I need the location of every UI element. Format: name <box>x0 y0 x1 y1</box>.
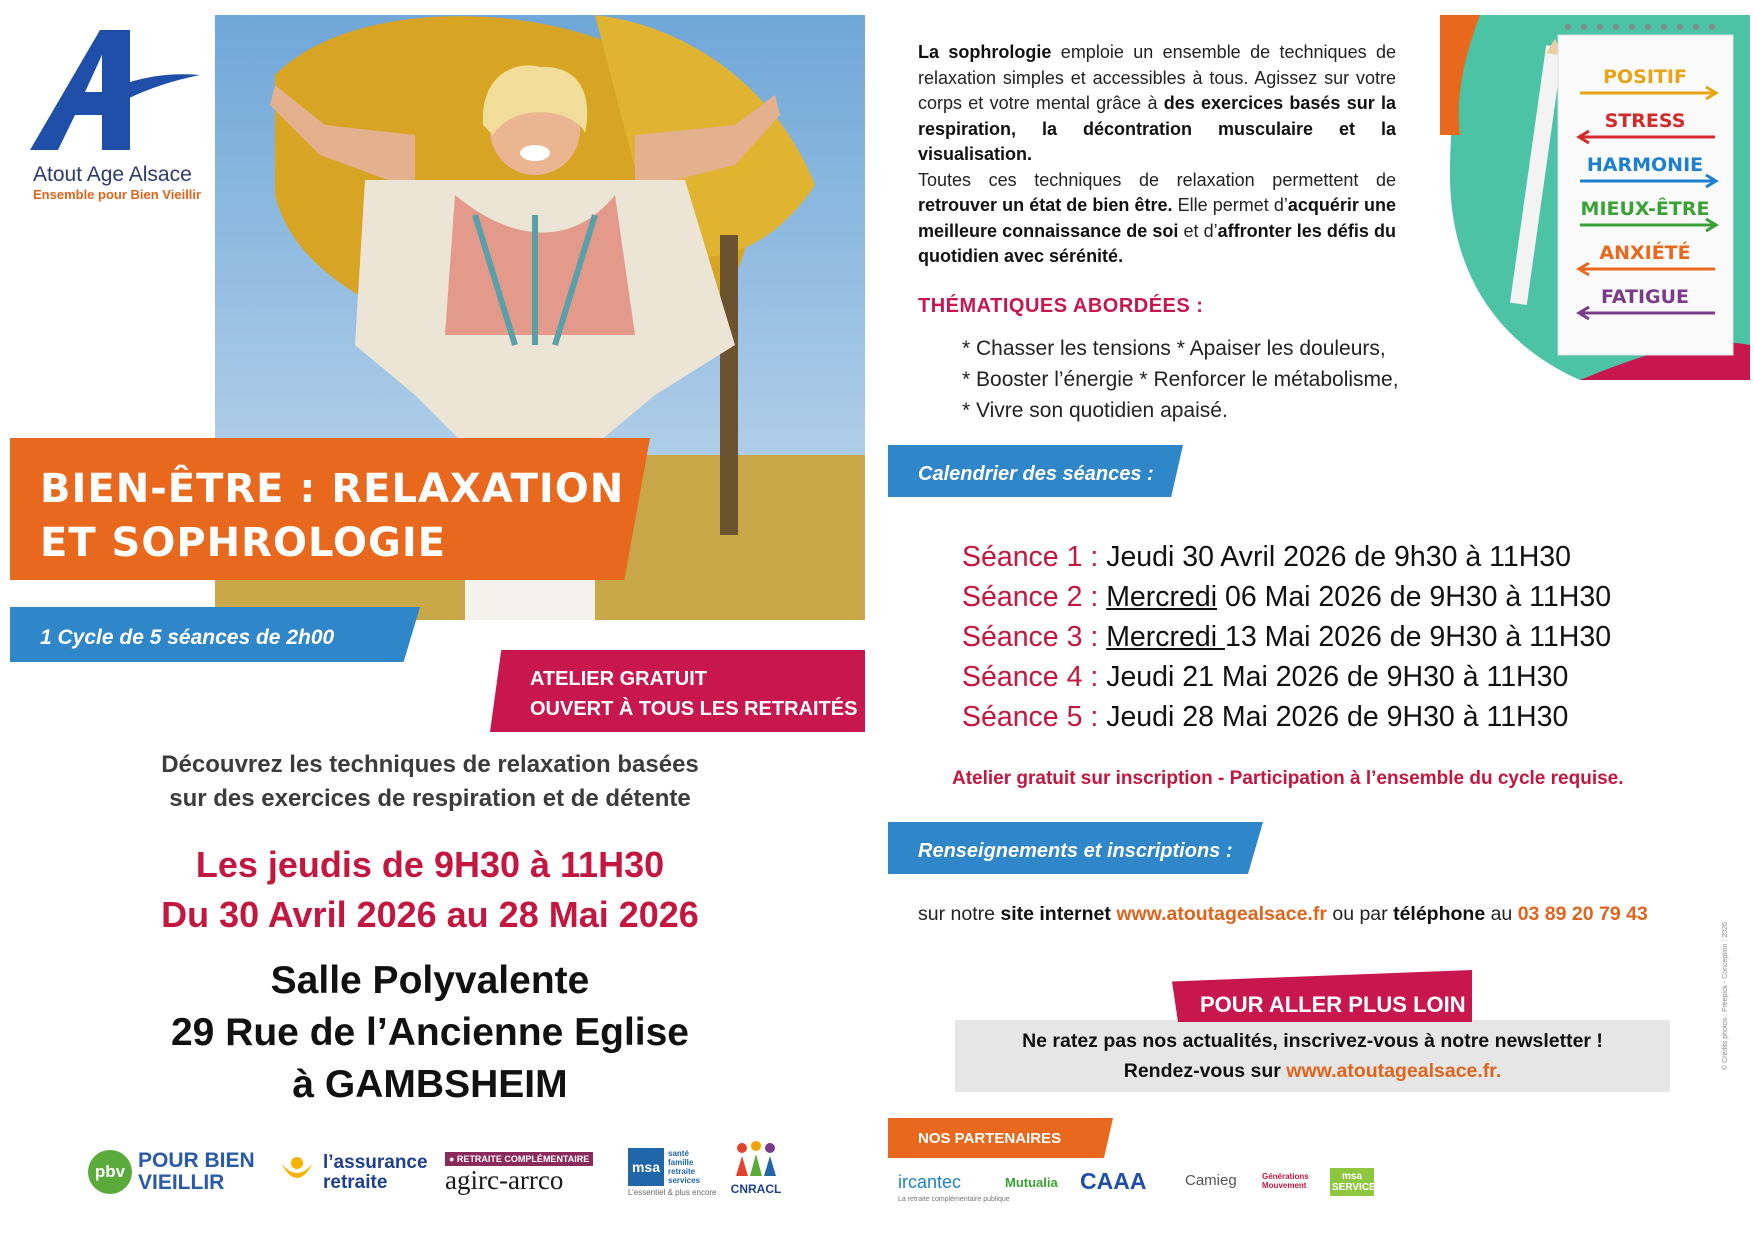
cnracl-logo <box>730 1140 782 1196</box>
discover-line-2: sur des exercices de respiration et de détente <box>169 785 691 812</box>
notebook-word: MIEUX-ÊTRE <box>1580 198 1710 220</box>
session-label: Séance 4 : <box>962 661 1099 693</box>
venue-address <box>90 955 770 1111</box>
schedule-summary <box>90 840 770 940</box>
msa-foot: L’essentiel & plus encore <box>628 1188 717 1197</box>
notebook-word: STRESS <box>1604 110 1686 132</box>
session-day: Mercredi <box>1106 581 1218 613</box>
session-day: Mercredi <box>1106 621 1225 653</box>
themes-heading: THÉMATIQUES ABORDÉES : <box>918 295 1204 317</box>
gratuit-line-1: ATELIER GRATUIT <box>530 668 708 690</box>
where-line-1: Salle Polyvalente <box>270 959 590 1002</box>
photo-credit: © Crédits photos : Freepick - Conception : 2026 <box>1722 922 1729 1070</box>
contact-text-3: au <box>1485 903 1518 925</box>
contact-text-2: ou par <box>1326 903 1394 925</box>
msa-line-3: retraite <box>668 1167 696 1176</box>
intro-bold-2: des exercices basés sur la respiration, la décontration musculaire et la visualisation. <box>918 93 1396 164</box>
session-row <box>962 577 1611 617</box>
sessions-list <box>962 537 1611 737</box>
cnracl-people-icon <box>730 1140 782 1180</box>
intro-text-2: Toutes ces techniques de relaxation permettent de <box>918 169 1396 190</box>
discover-text <box>110 748 750 816</box>
when-line-2: Du 30 Avril 2026 au 28 Mai 2026 <box>161 894 699 935</box>
logo-name: Atout Age Alsace <box>33 163 192 186</box>
registration-note: Atelier gratuit sur inscription - Participation à l’ensemble du cycle requise. <box>952 768 1624 789</box>
msa-line-4: services <box>668 1176 701 1185</box>
contact-text-1: sur notre <box>918 903 1001 925</box>
pbv-line-1: POUR BIEN <box>138 1149 255 1172</box>
session-row <box>962 657 1611 697</box>
assurance-retraite-logo <box>277 1153 428 1193</box>
newsletter-link-line <box>955 1060 1670 1083</box>
contact-site-label: site internet <box>1000 903 1111 925</box>
pour-bien-vieillir-logo <box>88 1150 255 1194</box>
partners-heading: NOS PARTENAIRES <box>918 1130 1062 1147</box>
intro-bold-5: affronter les défis du quotidien avec sérénité. <box>918 220 1396 266</box>
notebook-word: HARMONIE <box>1586 154 1704 176</box>
ar-line-2: retraite <box>323 1172 388 1193</box>
msa-line-1: santé <box>668 1149 689 1158</box>
contact-heading: Renseignements et inscriptions : <box>918 840 1233 862</box>
intro-text-4: et d’ <box>1178 220 1218 241</box>
assurance-retraite-icon <box>277 1153 317 1193</box>
website-link[interactable]: www.atoutagealsace.fr <box>1116 903 1327 925</box>
where-line-3: à GAMBSHEIM <box>292 1063 568 1106</box>
session-label: Séance 3 : <box>962 621 1099 653</box>
session-label: Séance 5 : <box>962 701 1099 733</box>
session-label: Séance 2 : <box>962 581 1099 613</box>
intro-bold-1: La sophrologie <box>918 42 1052 62</box>
notebook-word: ANXIÉTÉ <box>1599 242 1691 264</box>
session-text: Jeudi 28 Mai 2026 de 9H30 à 11H30 <box>1106 701 1569 733</box>
pbv-line-2: VIEILLIR <box>138 1171 225 1194</box>
title-line-2: ET SOPHROLOGIE <box>40 520 447 566</box>
msa-mark: msa <box>628 1148 664 1186</box>
session-text: 13 Mai 2026 de 9H30 à 11H30 <box>1224 621 1612 653</box>
session-text: Jeudi 30 Avril 2026 de 9h30 à 11H30 <box>1106 541 1571 573</box>
agirc-arrco-logo <box>445 1152 593 1194</box>
gratuit-text <box>530 664 857 724</box>
msa-services-logo: msa SERVICES <box>1330 1168 1374 1196</box>
intro-paragraph <box>918 40 1396 270</box>
pbv-icon: pbv <box>88 1150 132 1194</box>
msa-line-2: famille <box>668 1158 694 1167</box>
newsletter-link[interactable]: www.atoutagealsace.fr. <box>1286 1060 1502 1082</box>
session-row <box>962 697 1611 737</box>
session-row <box>962 537 1611 577</box>
theme-item: * Chasser les tensions * Apaiser les douleurs, <box>962 337 1386 360</box>
where-line-2: 29 Rue de l’Ancienne Eglise <box>170 1011 689 1054</box>
session-text: Jeudi 21 Mai 2026 de 9H30 à 11H30 <box>1106 661 1569 693</box>
caaa-logo: CAAA <box>1080 1168 1147 1194</box>
ar-line-1: l’assurance <box>323 1152 428 1173</box>
title-line-1: BIEN-ÊTRE : RELAXATION <box>40 466 625 512</box>
calendar-heading: Calendrier des séances : <box>918 463 1154 485</box>
intro-bold-4: acquérir une meilleure connaissance de soi <box>918 195 1396 241</box>
theme-item: * Booster l’énergie * Renforcer le métabolisme, <box>962 368 1399 391</box>
ircantec-logo: ircantec <box>898 1172 962 1192</box>
generations-mouvement-logo: Générations Mouvement <box>1262 1172 1309 1190</box>
contact-phone-label: téléphone <box>1393 903 1486 925</box>
intro-bold-3: retrouver un état de bien être. <box>918 195 1173 215</box>
gratuit-line-2: OUVERT À TOUS LES RETRAITÉS <box>530 698 858 720</box>
contact-line <box>918 903 1648 926</box>
newsletter-text: Ne ratez pas nos actualités, inscrivez-vous à notre newsletter ! <box>1022 1030 1603 1052</box>
when-line-1: Les jeudis de 9H30 à 11H30 <box>195 844 665 885</box>
session-text: 06 Mai 2026 de 9H30 à 11H30 <box>1217 581 1612 613</box>
aller-plus-loin-heading: POUR ALLER PLUS LOIN <box>1200 992 1466 1017</box>
atout-age-logo-icon <box>30 30 200 160</box>
notebook-word: FATIGUE <box>1600 286 1690 308</box>
cycle-text: 1 Cycle de 5 séances de 2h00 <box>40 626 335 649</box>
session-row <box>962 617 1611 657</box>
intro-text-3: Elle permet d’ <box>1172 195 1288 215</box>
phone-number[interactable]: 03 89 20 79 43 <box>1517 903 1648 925</box>
msa-logo <box>628 1148 717 1197</box>
themes-list <box>962 333 1399 426</box>
theme-item: * Vivre son quotidien apaisé. <box>962 399 1228 422</box>
mutualia-logo: Mutualia <box>1005 1175 1058 1190</box>
discover-line-1: Découvrez les techniques de relaxation basées <box>161 751 699 778</box>
camieg-logo: Camieg <box>1185 1172 1237 1189</box>
ircantec-sub: La retraite complémentaire publique <box>898 1196 1010 1203</box>
cnracl-name: CNRACL <box>730 1182 782 1196</box>
logo-tagline: Ensemble pour Bien Vieillir <box>33 187 202 202</box>
newsletter-link-prefix: Rendez-vous sur <box>1123 1060 1287 1082</box>
notebook-illustration <box>1440 15 1750 380</box>
aa-name: agirc-arrco <box>445 1165 564 1195</box>
intro-text-1: emploie un ensemble de techniques de relaxation simples et accessibles à tous. Agissez sur votre corps et votre mental grâce à <box>918 42 1396 113</box>
aa-bar: ● RETRAITE COMPLÉMENTAIRE <box>445 1152 593 1166</box>
session-label: Séance 1 : <box>962 541 1099 573</box>
notebook-word: POSITIF <box>1603 66 1687 88</box>
workshop-title <box>40 462 624 570</box>
